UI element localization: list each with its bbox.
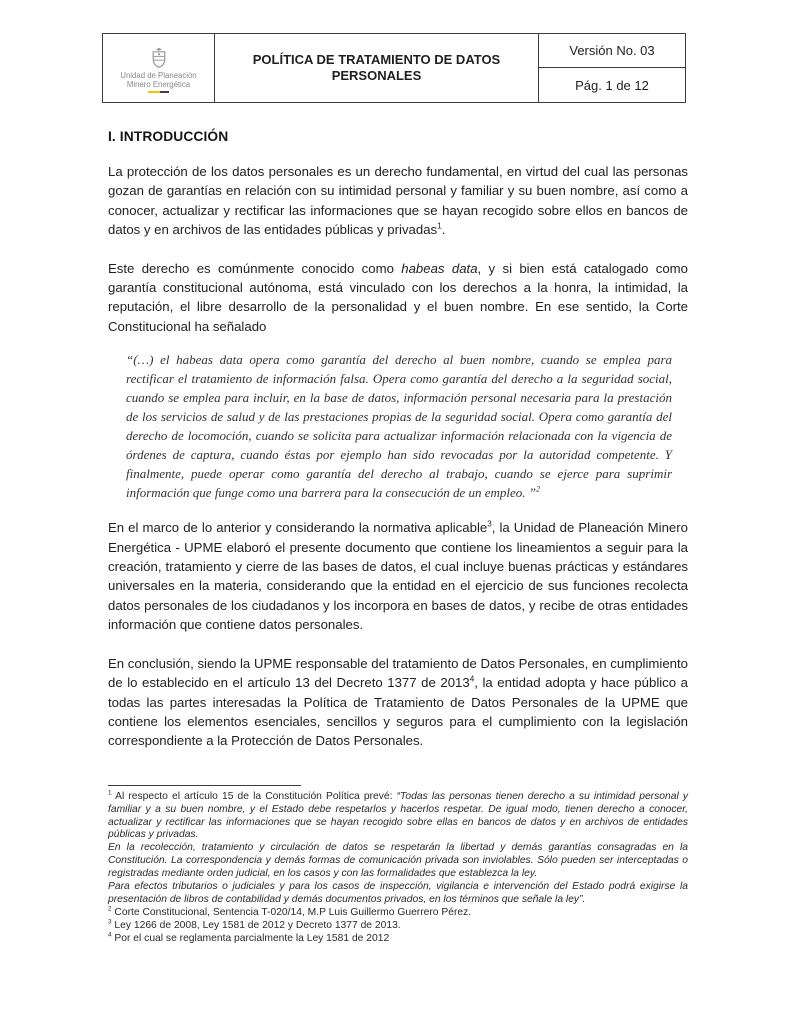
org-name-line1: Unidad de Planeación — [120, 70, 197, 80]
footnote-separator — [108, 785, 301, 786]
version-page-cell — [539, 34, 685, 102]
footnote-2: $^2$ Corte Constitucional, Sentencia T-020/14, M.P Luis Guillermo Guerrero Pérez. — [108, 905, 472, 918]
constitutional-court-quote: “(…) el habeas data opera como garantía del derecho al buen nombre, cuando se emplea para rectificar el tratamiento de información falsa. Opera como garantía del derecho a la seguridad social, cuando se emplea para incluir, en la base de datos, información personal necesaria para la prestación de los servicios de salud y de las prestaciones propias de la seguridad social. Opera como garantía del derecho de locomoción, cuando se solicita para actualizar información relacionada con la vigencia de órdenes de captura, cuando éstas por ejemplo han sido revocadas por la autoridad competente. Y finalmente, puede operar como garantía del derecho al trabajo, cuando se ejerce para suprimir información que funge como una barrera para la consecución de un empleo. ”$^2$ — [126, 352, 672, 501]
footnote-3: $^3$ Ley 1266 de 2008, Ley 1581 de 2012 y Decreto 1377 de 2013. — [108, 918, 401, 931]
paragraph-intro-2: Este derecho es comúnmente conocido como habeas data, y si bien está catalogado como garantía constitucional autónoma, está vinculado con los derechos a la honra, la intimidad, la reputación, el libre desarrollo de la personalidad y el buen nombre. En ese sentido, la Corte Constitucional ha señalado — [108, 260, 688, 334]
page-indicator: Pág. 1 de 12 — [575, 77, 649, 93]
footnote-1-part-1: $^1$ Al respecto el artículo 15 de la Constitución Política prevé: “Todas las personas tienen derecho a su intimidad personal y familiar y a su buen nombre, y el Estado debe respetarlos y hacerlos respetar. De igual modo, tienen derecho a conocer, actualizar y rectificar las informaciones que se hayan recogido sobre ellas en bancos de datos y en archivos de entidades públicas y privadas. — [108, 789, 688, 841]
logo-cell — [103, 34, 214, 102]
document-title: POLÍTICA DE TRATAMIENTO DE DATOS PERSONALES — [214, 34, 539, 102]
colombia-flag-strip-icon — [148, 91, 169, 94]
footnotes-section — [108, 785, 688, 946]
footnote-1-part-2: En la recolección, tratamiento y circulación de datos se respetarán la libertad y demás garantías consagradas en la Constitución. La correspondencia y demás formas de comunicación privada son inviolables. Sólo pueden ser interceptadas o registradas mediante orden judicial, en los casos y con las formalidades que establezca la ley. — [108, 842, 688, 880]
version-label: Versión No. 03 — [539, 34, 685, 68]
paragraph-intro-4: En conclusión, siendo la UPME responsable del tratamiento de Datos Personales, en cumplimiento de lo establecido en el artículo 13 del Decreto 1377 de 2013$^4$, la entidad adopta y hace público a todas las partes interesadas la Política de Tratamiento de Datos Personales de la UPME que contiene los elementos esenciales, sencillos y seguros para el cumplimiento con la legislación correspondiente a la Protección de Datos Personales. — [108, 655, 688, 749]
colombia-coat-of-arms-icon — [149, 47, 169, 69]
footnote-1-part-3: Para efectos tributarios o judiciales y para los casos de inspección, vigilancia e intervención del Estado podrá exigirse la presentación de libros de contabilidad y demás documentos privados, en los términos que señale la ley”. — [108, 881, 688, 905]
paragraph-intro-1: La protección de los datos personales es un derecho fundamental, en virtud del cual las personas gozan de garantías en relación con su intimidad personal y familiar y su buen nombre, así como a conocer, actualizar y rectificar las informaciones que se hayan recogido sobre ellos en bancos de datos y en archivos de las entidades públicas y privadas$^1$. — [108, 164, 688, 238]
org-name — [120, 71, 196, 89]
footnote-4: $^4$ Por el cual se reglamenta parcialmente la Ley 1581 de 2012 — [108, 931, 390, 944]
document-header-table — [102, 33, 686, 103]
flag-yellow-segment — [148, 91, 160, 94]
org-name-line2: Minero Energética — [126, 79, 191, 89]
paragraph-intro-3: En el marco de lo anterior y considerando la normativa aplicable$^3$, la Unidad de Planeación Minero Energética - UPME elaboró el presente documento que contiene los lineamientos a seguir para la creación, tratamiento y cierre de las bases de datos, el cual incluye buenas prácticas y estándares universales en la materia, considerando que la entidad en el ejercicio de sus funciones recolecta datos personales de los ciudadanos y los incorpora en bases de datos, y recibe de otras entidades información que contiene datos personales. — [108, 519, 688, 633]
flag-dark-segment — [160, 91, 169, 94]
section-heading: I. INTRODUCCIÓN — [108, 129, 229, 144]
